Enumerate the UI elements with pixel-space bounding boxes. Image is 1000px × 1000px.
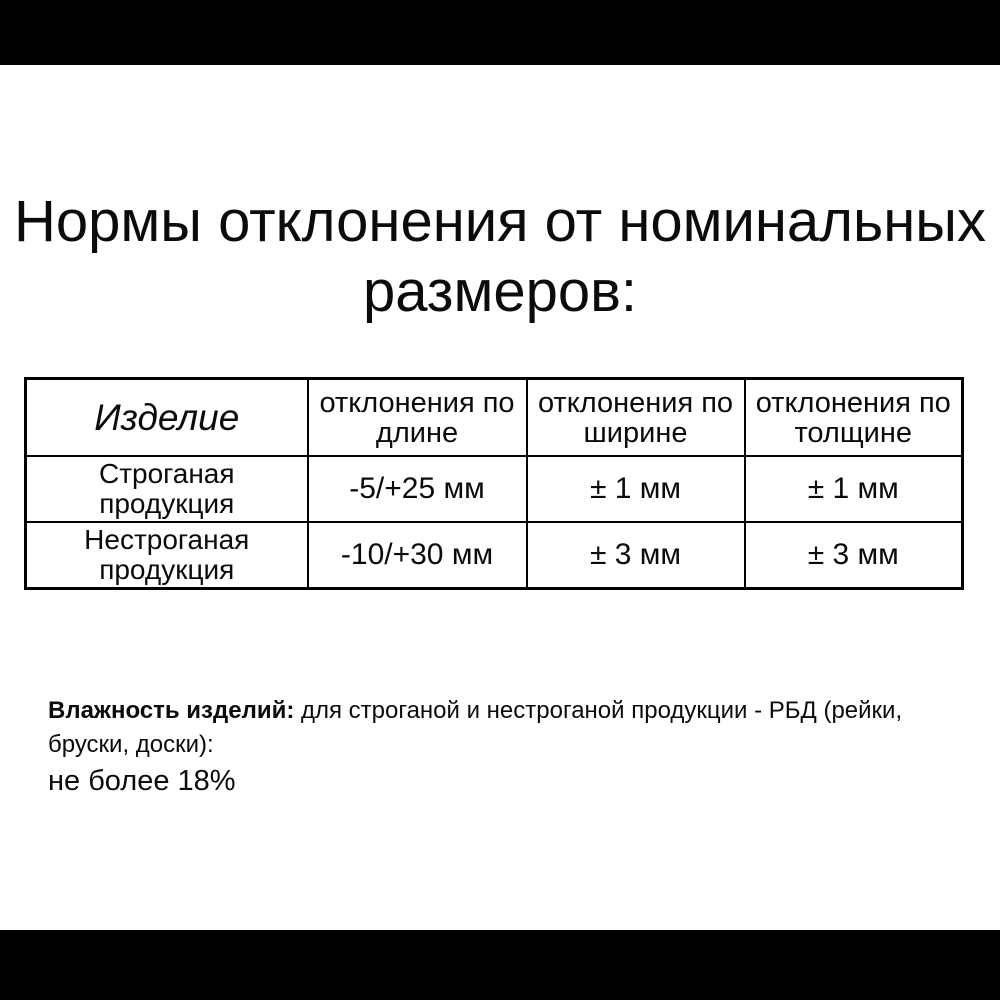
col-header-width-deviation: отклонения по ширине (527, 379, 745, 457)
table-header-row (26, 379, 963, 457)
cell-length-unplaned: -10/+30 мм (308, 522, 527, 589)
deviation-norms-table (24, 377, 964, 590)
col-header-product: Изделие (26, 379, 308, 457)
cell-product-planed: Строганая продукция (26, 456, 308, 522)
page-title-line1: Нормы отклонения от номинальных (14, 188, 986, 254)
cell-width-unplaned: ± 3 мм (527, 522, 745, 589)
moisture-note (48, 694, 953, 800)
cell-length-planed: -5/+25 мм (308, 456, 527, 522)
col-header-length-deviation: отклонения по длине (308, 379, 527, 457)
bottom-letterbox-bar (0, 930, 1000, 1000)
cell-product-unplaned: Нестроганая продукция (26, 522, 308, 589)
cell-thickness-unplaned: ± 3 мм (745, 522, 963, 589)
top-letterbox-bar (0, 0, 1000, 65)
moisture-note-line2: не более 18% (48, 765, 236, 797)
col-header-thickness-deviation: отклонения по толщине (745, 379, 963, 457)
table-row-unplaned (26, 522, 963, 589)
cell-thickness-planed: ± 1 мм (745, 456, 963, 522)
cell-width-planed: ± 1 мм (527, 456, 745, 522)
moisture-note-label: Влажность изделий: (48, 697, 295, 724)
page-title-line2: размеров: (362, 258, 638, 324)
table-row-planed (26, 456, 963, 522)
moisture-note-text: для строганой и нестроганой продукции - РБД (рейки, бруски, доски): (48, 697, 903, 758)
page-title (0, 187, 1000, 327)
